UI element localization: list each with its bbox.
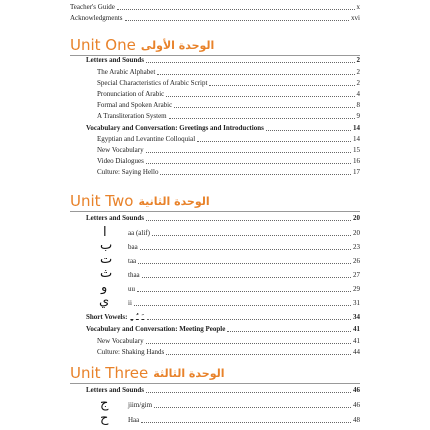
dot-leader	[157, 74, 354, 75]
entry-page: 44	[353, 348, 360, 356]
arabic-letter: ب	[100, 238, 113, 253]
toc-section[interactable]	[86, 56, 360, 65]
entry-page: xvi	[351, 14, 360, 22]
dot-leader	[209, 85, 354, 86]
toc-entry[interactable]	[97, 112, 360, 121]
section-title: Vocabulary and Conversation: Greetings and Introductions	[86, 124, 264, 132]
arabic-letter: ا	[103, 225, 107, 240]
toc-entry-acknowledgments[interactable]	[70, 14, 360, 23]
dot-leader	[146, 152, 351, 153]
dot-leader	[197, 141, 351, 142]
toc-entry[interactable]	[97, 135, 360, 144]
entry-page: 15	[353, 146, 360, 154]
arabic-letter: و	[101, 280, 108, 295]
toc-section-short-vowels[interactable]	[86, 313, 360, 322]
arabic-letter: ث	[100, 266, 113, 281]
dot-leader	[146, 62, 355, 63]
section-page: 2	[356, 56, 360, 64]
entry-page: 9	[356, 112, 360, 120]
dot-leader	[169, 118, 355, 119]
toc-entry[interactable]	[97, 348, 360, 357]
dot-leader	[152, 235, 351, 236]
entry-title: Haa	[128, 416, 140, 424]
dot-leader	[160, 174, 351, 175]
toc-entry-teachers-guide[interactable]	[70, 3, 360, 12]
entry-title: A Transliteration System	[97, 112, 167, 120]
dot-leader	[141, 422, 351, 423]
arabic-letter: ت	[100, 252, 113, 267]
toc-entry[interactable]	[128, 257, 360, 266]
unit-title-arabic: الوحدة الأولى	[140, 39, 215, 52]
entry-title: Teacher's Guide	[70, 3, 115, 11]
arabic-letter: ح	[100, 411, 109, 426]
entry-page: 27	[353, 271, 360, 279]
entry-title: Video Dialogues	[97, 157, 144, 165]
unit-title: Unit Three	[70, 364, 149, 382]
dot-leader	[138, 263, 351, 264]
entry-page: 41	[353, 337, 360, 345]
entry-page: 2	[356, 79, 360, 87]
entry-title: baa	[128, 243, 138, 251]
toc-entry[interactable]	[97, 146, 360, 155]
entry-title: thaa	[128, 271, 140, 279]
entry-title: uu	[128, 285, 135, 293]
unit-title: Unit One	[70, 36, 136, 54]
entry-page: 16	[353, 157, 360, 165]
toc-entry[interactable]	[128, 416, 360, 425]
dot-leader	[125, 20, 350, 21]
dot-leader	[146, 343, 351, 344]
toc-entry[interactable]	[97, 101, 360, 110]
entry-title: The Arabic Alphabet	[97, 68, 156, 76]
entry-page: 17	[353, 168, 360, 176]
arabic-letter: ج	[100, 396, 109, 411]
dot-leader	[146, 392, 351, 393]
entry-title: ii	[128, 299, 132, 307]
toc-entry[interactable]	[97, 79, 360, 88]
section-page: 20	[353, 214, 360, 222]
entry-title: Pronunciation of Arabic	[97, 90, 165, 98]
dot-leader	[166, 96, 354, 97]
section-title: Letters and Sounds	[86, 56, 144, 64]
unit-heading-three[interactable]	[70, 364, 360, 382]
entry-title: aa (alif)	[128, 229, 150, 237]
section-page: 34	[353, 313, 360, 321]
toc-section[interactable]	[86, 325, 360, 334]
toc-entry[interactable]	[97, 337, 360, 346]
entry-title: New Vocabulary	[97, 337, 144, 345]
section-title: Letters and Sounds	[86, 214, 144, 222]
entry-page: 4	[356, 90, 360, 98]
entry-page: 31	[353, 299, 360, 307]
entry-page: 14	[353, 135, 360, 143]
entry-title: Acknowledgments	[70, 14, 123, 22]
unit-title: Unit Two	[70, 192, 134, 210]
dot-leader	[142, 277, 351, 278]
entry-page: 2	[356, 68, 360, 76]
dot-leader	[147, 319, 351, 320]
dot-leader	[166, 354, 351, 355]
section-title: Short Vowels:	[86, 313, 128, 321]
toc-section[interactable]	[86, 124, 360, 133]
entry-page: 48	[353, 416, 360, 424]
dot-leader	[154, 407, 351, 408]
unit-title-arabic: الوحدة الثالثة	[153, 367, 225, 380]
toc-entry[interactable]	[128, 271, 360, 280]
entry-title: Formal and Spoken Arabic	[97, 101, 173, 109]
dot-leader	[134, 305, 351, 306]
unit-heading-one[interactable]	[70, 36, 360, 54]
entry-title: Culture: Saying Hello	[97, 168, 159, 176]
dot-leader	[146, 220, 351, 221]
entry-title: Egyptian and Levantine Colloquial	[97, 135, 196, 143]
toc-entry[interactable]	[97, 157, 360, 166]
entry-page: 20	[353, 229, 360, 237]
entry-title: Culture: Shaking Hands	[97, 348, 165, 356]
entry-page: x	[356, 3, 360, 11]
dot-leader	[137, 291, 351, 292]
toc-entry[interactable]	[128, 229, 360, 238]
toc-section[interactable]	[86, 386, 360, 395]
entry-title: Special Characteristics of Arabic Script	[97, 79, 208, 87]
toc-entry[interactable]	[128, 243, 360, 252]
entry-page: 46	[353, 401, 360, 409]
dot-leader	[146, 163, 351, 164]
entry-title: New Vocabulary	[97, 146, 144, 154]
entry-page: 29	[353, 285, 360, 293]
entry-page: 26	[353, 257, 360, 265]
section-page: 14	[353, 124, 360, 132]
dot-leader	[117, 9, 355, 10]
toc-entry[interactable]	[97, 90, 360, 99]
unit-heading-two[interactable]	[70, 192, 360, 210]
section-page: 41	[353, 325, 360, 333]
entry-title: jiim/gim	[128, 401, 153, 409]
toc-entry[interactable]	[128, 401, 360, 410]
toc-section[interactable]	[86, 214, 360, 223]
section-title: Vocabulary and Conversation: Meeting People	[86, 325, 226, 333]
unit-title-arabic: الوحدة الثانية	[138, 195, 210, 208]
entry-page: 8	[356, 101, 360, 109]
entry-page: 23	[353, 243, 360, 251]
arabic-letter: ي	[99, 294, 110, 309]
dot-leader	[140, 249, 351, 250]
unit-rule	[70, 211, 360, 212]
toc-entry[interactable]	[128, 285, 360, 294]
dot-leader	[227, 331, 351, 332]
entry-title: taa	[128, 257, 137, 265]
section-title: Letters and Sounds	[86, 386, 144, 394]
dot-leader	[174, 107, 354, 108]
unit-rule	[70, 383, 360, 384]
toc-entry[interactable]	[128, 299, 360, 308]
short-vowel-marks: ـَ ـُ ـِ	[130, 313, 145, 322]
toc-entry[interactable]	[97, 68, 360, 77]
dot-leader	[266, 130, 351, 131]
section-page: 46	[353, 386, 360, 394]
toc-entry[interactable]	[97, 168, 360, 177]
